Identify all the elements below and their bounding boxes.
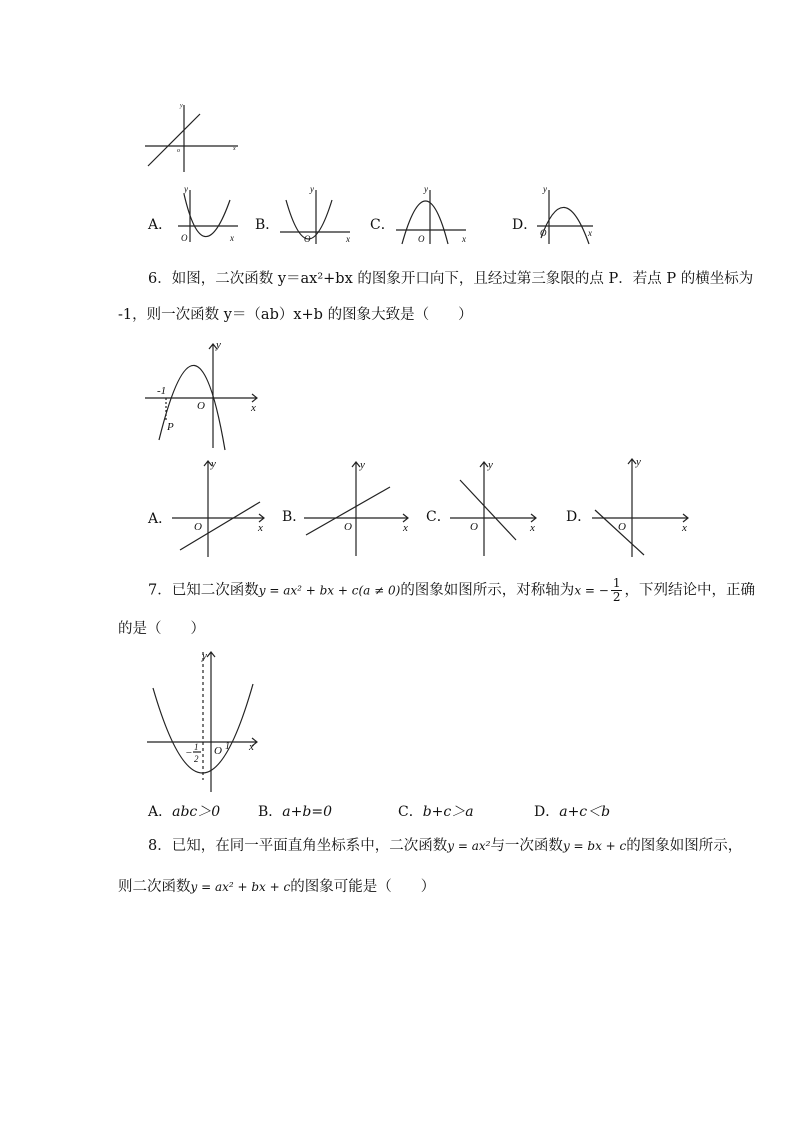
svg-text:x: x xyxy=(588,228,592,238)
q5-option-d-label: D． xyxy=(512,217,538,233)
svg-text:1: 1 xyxy=(225,741,230,752)
q7-formula: y = ax² + bx + c(a ≠ 0) xyxy=(258,583,401,598)
q8-text-line-2: 则二次函数y = ax² + bx + c的图象可能是（ ） xyxy=(118,879,436,895)
q6-option-a-graph xyxy=(170,455,270,560)
q5-reference-graph xyxy=(140,100,250,180)
svg-text:y: y xyxy=(543,184,547,194)
svg-text:y: y xyxy=(310,184,314,194)
q5-ref-origin-label: o xyxy=(177,148,180,154)
svg-text:O: O xyxy=(418,234,425,244)
q5-option-b-graph xyxy=(276,186,356,246)
q5-ref-y-label: y xyxy=(180,103,183,109)
q6-option-b-label: B． xyxy=(282,509,307,525)
svg-text:−: − xyxy=(185,747,193,759)
q5-option-a-label: A． xyxy=(148,217,173,233)
svg-text:x: x xyxy=(682,522,687,534)
q7-axis-eq: x = − xyxy=(574,583,609,598)
svg-text:y: y xyxy=(424,184,428,194)
q7-option-c: C．b+c＞a xyxy=(398,804,474,820)
q8-formula-1: y = ax² xyxy=(447,839,491,853)
q6-option-c-graph xyxy=(448,458,543,558)
svg-text:x: x xyxy=(251,402,256,414)
q7-text-line-1 xyxy=(148,577,755,604)
svg-text:O: O xyxy=(470,521,478,533)
svg-text:x: x xyxy=(258,522,263,534)
svg-text:1: 1 xyxy=(194,742,199,752)
svg-text:y: y xyxy=(202,650,207,662)
q7-axis-fraction: $\frac{1}{2}$ xyxy=(612,576,621,604)
q5-option-c-graph xyxy=(392,186,472,246)
svg-text:x: x xyxy=(346,234,350,244)
svg-text:x: x xyxy=(249,741,254,753)
q7-option-d: D．a+c＜b xyxy=(534,804,611,820)
q6-option-b-graph xyxy=(302,458,414,558)
q5-option-d-graph xyxy=(535,186,595,246)
q5-option-c-label: C． xyxy=(370,217,395,233)
q6-option-d-label: D． xyxy=(566,509,592,525)
q5-option-b-label: B． xyxy=(255,217,280,233)
svg-text:x: x xyxy=(230,233,234,243)
svg-text:O: O xyxy=(214,745,222,757)
q7-text-line-2: 的是（ ） xyxy=(118,621,205,637)
q8-formula-3: y = ax² + bx + c xyxy=(190,880,291,894)
svg-text:y: y xyxy=(184,184,188,194)
q6-text-line-2: -1，则一次函数 y＝（ab）x+b 的图象大致是（ ） xyxy=(118,307,473,323)
svg-text:y: y xyxy=(488,459,493,471)
svg-text:2: 2 xyxy=(194,754,199,764)
svg-text:y: y xyxy=(211,458,216,470)
svg-text:O: O xyxy=(618,521,626,533)
svg-text:x: x xyxy=(530,522,535,534)
svg-text:y: y xyxy=(636,456,641,468)
q5-ref-x-label: x xyxy=(233,146,236,152)
svg-text:-1: -1 xyxy=(157,385,167,397)
svg-text:O: O xyxy=(344,521,352,533)
q7-option-a: A．abc＞0 xyxy=(148,804,221,820)
q8-formula-2: y = bx + c xyxy=(562,839,627,853)
svg-text:O: O xyxy=(197,400,205,412)
q6-option-c-label: C． xyxy=(426,509,451,525)
svg-text:y: y xyxy=(216,339,221,351)
q8-text-line-1: 8．已知，在同一平面直角坐标系中，二次函数y = ax²与一次函数y = bx + c的图象如图所示， xyxy=(148,838,743,854)
q7-option-b: B．a+b=0 xyxy=(258,804,332,820)
q7-intro: 7．已知二次函数 xyxy=(148,582,259,599)
svg-text:O: O xyxy=(181,233,188,243)
svg-text:O: O xyxy=(194,521,202,533)
q7-figure xyxy=(145,650,265,795)
svg-text:x: x xyxy=(462,234,466,244)
svg-text:O: O xyxy=(540,228,547,238)
q5-option-a-graph xyxy=(172,186,244,246)
q6-text-line-1: 6．如图，二次函数 y＝ax²+bx 的图象开口向下，且经过第三象限的点 P．若点 P 的横坐标为 xyxy=(148,271,754,287)
q6-option-a-label: A． xyxy=(148,511,173,527)
q7-end: ，下列结论中，正确 xyxy=(624,582,755,599)
q7-mid: 的图象如图所示，对称轴为 xyxy=(400,582,575,599)
svg-text:P: P xyxy=(167,421,174,433)
q6-option-d-graph xyxy=(590,455,695,560)
q6-figure xyxy=(145,338,270,453)
svg-text:y: y xyxy=(360,459,365,471)
svg-text:x: x xyxy=(403,522,408,534)
svg-text:O: O xyxy=(304,234,311,244)
